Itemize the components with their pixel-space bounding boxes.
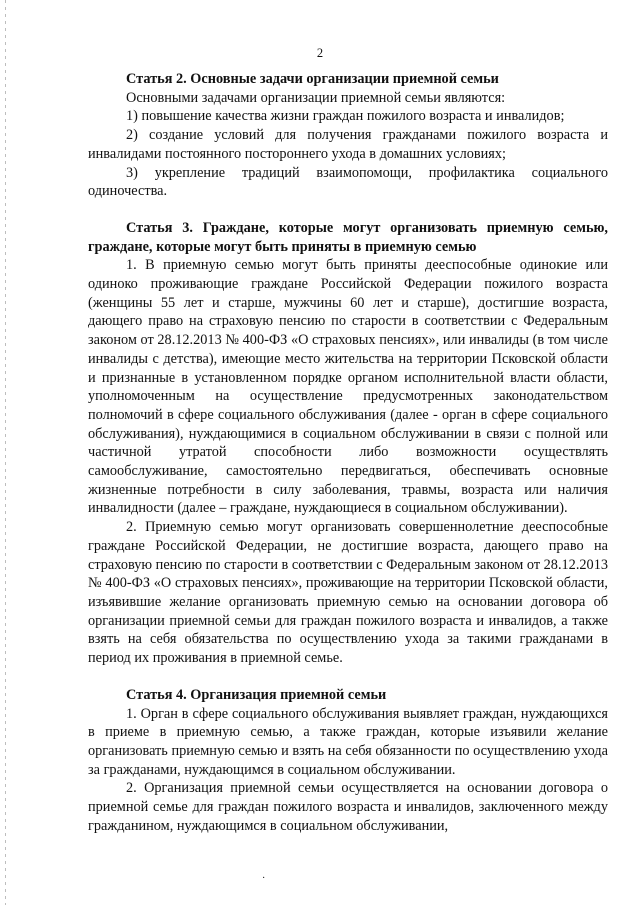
article-3-clause-1: 1. В приемную семью могут быть приняты дееспособные одинокие или одиноко проживающие граждане Российской Федерации пожилого возраста (женщины 55 лет и старше, мужчины 60 лет и старше), достигшие возраста, дающего право на страховую пенсию по старости в соответствии с Федеральным законом от 28.12.2013 № 400-ФЗ «О страховых пенсиях», или инвалиды (в том числе инвалиды с детства), имеющие место жительства на территории Псковской области и признанные в установленном порядке органом исполнительной власти области, уполномоченным на осуществление предусмотренных законодательством полномочий в сфере социального обслуживания (далее - орган в сфере социального обслуживания), нуждающимися в социальном обслуживании в связи с полной или частичной утратой способности либо возможности осуществлять самообслуживание, самостоятельно передвигаться, обеспечивать основные жизненные потребности в силу заболевания, травмы, возраста или наличия инвалидности (далее – граждане, нуждающиеся в социальном обслуживании). <box>88 257 608 517</box>
article-4-heading: Статья 4. Организация приемной семьи <box>126 686 387 703</box>
article-2-item-1: 1) повышение качества жизни граждан пожилого возраста и инвалидов; <box>126 108 565 125</box>
article-2-heading: Статья 2. Основные задачи организации приемной семьи <box>126 71 499 87</box>
article-2-item-3: 3) укрепление традиций взаимопомощи, профилактика социального одиночества. <box>88 164 608 200</box>
scan-speck: · <box>262 873 266 884</box>
page-number: 2 <box>316 46 324 60</box>
article-2-item-2: 2) создание условий для получения гражданами пожилого возраста и инвалидами постоянного постороннего ухода в домашних условиях; <box>88 127 608 162</box>
article-4-clause-2: 2. Организация приемной семьи осуществляется на основании договора о приемной семье для граждан пожилого возраста и инвалидов, заключенного между гражданином, нуждающимся в социальном обслуживании, <box>88 780 608 834</box>
scan-edge-line <box>5 0 6 905</box>
article-3-clause-2: 2. Приемную семью могут организовать совершеннолетние дееспособные граждане Российской Федерации, не достигшие возраста, дающего право на страховую пенсию по старости в соответствии с Федеральным законом от 28.12.2013 № 400-ФЗ «О страховых пенсиях», проживающие на территории Псковской области, изъявившие желание организовать приемную семью на основании договора об организации приемной семьи для граждан пожилого возраста и инвалидов, а также взять на себя обязательства по осуществлению ухода за такими гражданами в период их проживания в приемной семье. <box>88 519 608 667</box>
article-4-clause-1: 1. Орган в сфере социального обслуживания выявляет граждан, нуждающихся в приеме в приемную семью, а также граждан, которые изъявили желание организовать приемную семью и взять на себя обязанности по осуществлению ухода за гражданами, нуждающимся в социальном обслуживании. <box>88 705 608 778</box>
document-body <box>88 70 608 835</box>
article-2-intro: Основными задачами организации приемной семьи являются: <box>126 89 506 106</box>
article-3-heading: Статья 3. Граждане, которые могут организовать приемную семью, граждане, которые могут быть приняты в приемную семью <box>88 219 608 255</box>
